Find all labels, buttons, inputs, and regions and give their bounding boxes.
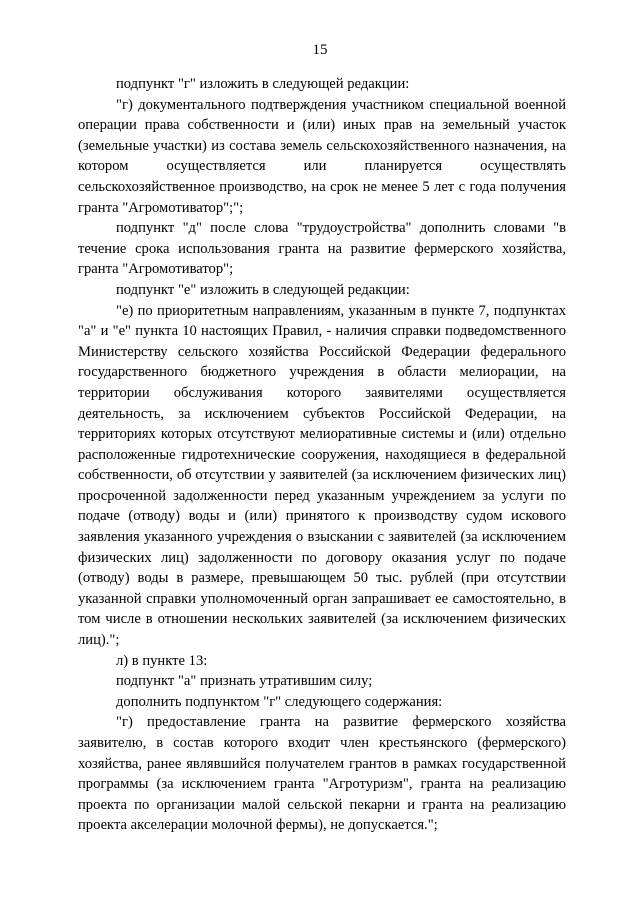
paragraph-item-l: л) в пункте 13: xyxy=(116,652,208,669)
paragraph-subitem-e-intro: подпункт "е" изложить в следующей редакции: xyxy=(116,281,410,298)
paragraph-subitem-a: подпункт "а" признать утратившим силу; xyxy=(116,673,373,690)
document-body xyxy=(78,74,566,836)
paragraph-subitem-g-text: "г) документального подтверждения участником специальной военной операции права собственности и (или) иных прав на земельный участок (земельные участки) из состава земель сельскохозяйственного назначения, на котором осуществляется или планируется осуществлять сельскохозяйственное производство, на срок не менее 5 лет с года получения гранта "Агромотиватор";"; xyxy=(78,96,566,216)
paragraph-new-subitem-g-text: "г) предоставление гранта на развитие фермерского хозяйства заявителю, в состав которого входит член крестьянского (фермерского) хозяйства, ранее являвшийся получателем грантов в рамках государственной программы (за исключением гранта "Агротуризм", гранта на реализацию проекта по организации малой сельской пекарни и гранта на реализацию проекта акселерации молочной фермы), не допускается."; xyxy=(78,714,566,834)
page-number: 15 xyxy=(312,42,328,58)
paragraph-subitem-g-intro: подпункт "г" изложить в следующей редакции: xyxy=(116,76,410,92)
paragraph-add-subitem-g: дополнить подпунктом "г" следующего содержания: xyxy=(116,693,443,710)
paragraph-subitem-d: подпункт "д" после слова "трудоустройства" дополнить словами "в течение срока использования гранта на развитие фермерского хозяйства, гранта "Агромотиватор"; xyxy=(78,220,566,278)
paragraph-subitem-e-text: "е) по приоритетным направлениям, указанным в пункте 7, подпунктах "а" и "е" пункта 10 настоящих Правил, - наличия справки подведомственного Министерству сельского хозяйства Российской Федерации федерального государственного бюджетного учреждения в области мелиорации, на территории обслуживания которого заявителями осуществляется деятельность, за исключением субъектов Российской Федерации, на территориях которых отсутствуют мелиоративные системы и (или) отдельно расположенные гидротехнические сооружения, находящиеся в федеральной собственности, об отсутствии у заявителей (за исключением физических лиц) просроченной задолженности перед указанным учреждением за услуги по подаче (отводу) воды и (или) принятого к производству судом искового заявления указанного учреждения о взыскании с заявителей (за исключением физических лиц) задолженности по договору оказания услуг по подаче (отводу) воды в размере, превышающем 50 тыс. рублей (при отсутствии указанной справки уполномоченный орган запрашивает ее самостоятельно, в том числе в отношении нескольких заявителей (за исключением физических лиц)."; xyxy=(78,302,566,649)
